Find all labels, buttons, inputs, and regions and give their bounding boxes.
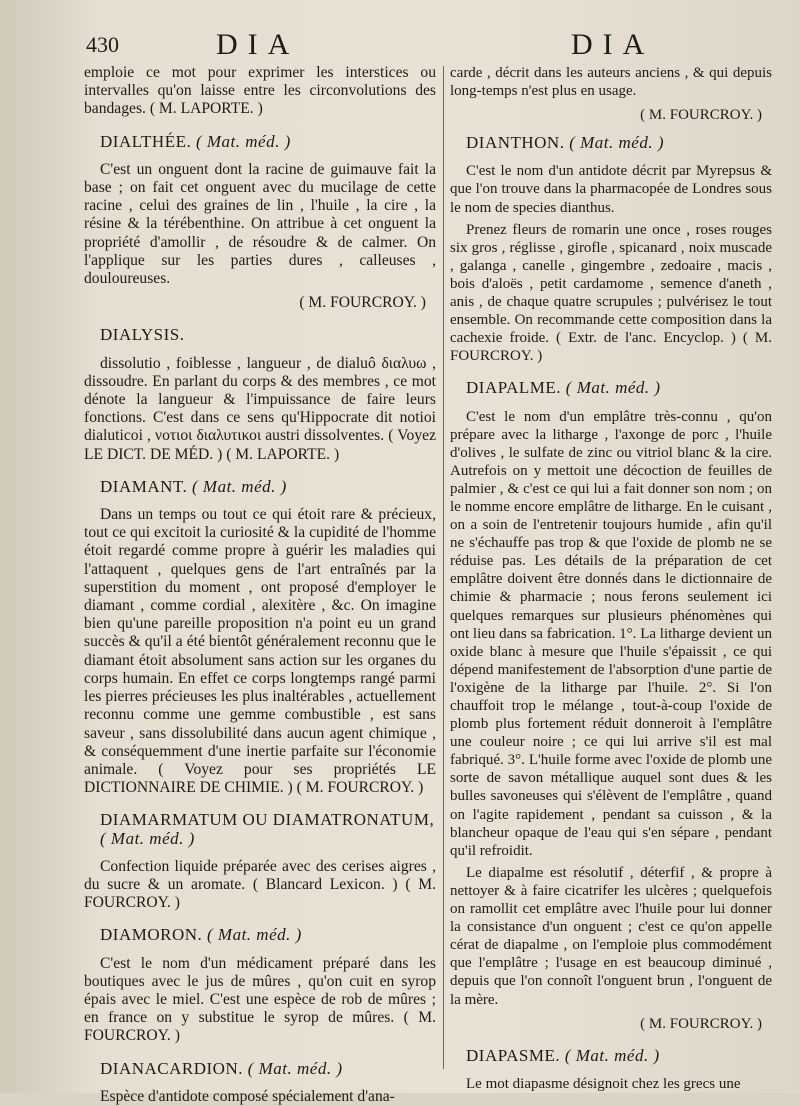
page-number: 430 — [86, 32, 119, 57]
entry-heading-dialysis — [100, 326, 436, 344]
entry-paragraph: Le mot diapasme désignoit chez les grecs une — [466, 1075, 741, 1092]
entry-heading-diamarmatum — [100, 811, 436, 847]
right-column — [450, 64, 772, 1092]
entry-heading-diamant — [100, 478, 436, 496]
entry-paragraph: C'est le nom d'un emplâtre très-connu , qu'on prépare avec la litharge , l'axonge de porc , l'huile d'olives , le sulfate de zinc ou vitriol blanc & la cire. Autrefois on y mettoit une décoction de feuilles de palmier , & c'est ce qui lui a fait donner son nom ; on le nomme encore emplâtre de litharge. En le cuisant , on a soin de l'entretenir toujours humide , afin qu'il ne s'échauffe pas trop & que l'oxide de plomb ne se réduise pas. Les détails de la préparation de cet emplâtre doivent être donnés dans le dictionnaire de chimie & pharmacie ; nous ferons seulement ici quelques remarques sur plusieurs phénomènes qui ont lieu dans sa fabrication. 1°. La litharge devient un oxide blanc à mesure que l'huile s'épaissit , ce qui dépend manifestement de l'absorption d'une partie de l'oxigène de la litharge par l'huile. 2°. Si l'on chauffoit trop le mélange , tout-à-coup l'oxide de plomb plus fortement réduit donneroit à l'emplâtre une couleur noire ; ce qui lui arrive s'il est mal fabriqué. 3°. L'huile forme avec l'oxide de plomb une sorte de savon métallique auquel sont dues & les bulles savoneuses qui s'élèvent de l'emplâtre , quand on l'agite rapidement , pendant sa cuisson , & la blancheur opaque de l'eau qui s'en sépare , pendant qu'il refroidit. — [450, 408, 772, 859]
entry-heading-diamoron — [100, 926, 436, 944]
entry-signature: ( M. FOURCROY. ) — [299, 294, 426, 312]
entry-paragraph: C'est le nom d'un antidote décrit par Myrepsus & que l'on trouve dans la pharmacopée de Londres sous le nom de species dianthus. — [450, 163, 772, 216]
entry-term: DIAMANT. — [100, 476, 188, 496]
continuation-signature: ( M. FOURCROY. ) — [640, 107, 762, 124]
entry-category: ( Mat. méd. ) — [207, 925, 302, 945]
entry-category: ( Mat. méd. ) — [195, 131, 291, 151]
entry-paragraph: Espèce d'antidote composé spécialement d'ana- — [100, 1087, 395, 1105]
entry-paragraph: C'est le nom d'un médicament préparé dans les boutiques avec le jus de mûres , qu'on cuit en syrop épais avec le miel. C'est une espèce de rob de mûres ; en france on y substitue le syrop de mûres. ( M. FOURCROY. ) — [84, 954, 436, 1045]
entry-heading-dianacardion — [100, 1060, 436, 1078]
entry-category: ( Mat. méd. ) — [247, 1058, 343, 1078]
entry-category: ( Mat. méd. ) — [192, 476, 287, 496]
entry-paragraph: Confection liquide préparée avec des cerises aigres , du sucre & un aromate. ( Blancard Lexicon. ) ( M. FOURCROY. ) — [84, 857, 436, 912]
entry-category: ( Mat. méd. ) — [569, 133, 664, 153]
continuation-text: emploie ce mot pour exprimer les interstices ou intervalles qu'on laisse entre les circonvolutions des bandages. ( M. LAPORTE. ) — [84, 64, 436, 118]
entry-category: ( Mat. méd. ) — [100, 828, 195, 848]
entry-paragraph: Dans un temps ou tout ce qui étoit rare & précieux, tout ce qui excitoit la curiosité & la cupidité de l'homme étoit regardé comme propre à guérir les maladies qui l'attaquent , quelques gens de l'art entraînés par la superstition du moment , ont proposé d'employer le diamant , comme cordial , alexitère , &c. On imagine bien qu'une pareille proposition n'a point eu un grand succès & qu'il a été bientôt généralement reconnu que le diamant étoit absolument sans action sur les organes du corps humain. En effet ce corps longtemps rangé parmi les pierres précieuses les plus inaltérables , actuellement reconnu comme une gemme combustible , est sans saveur , sans dissolubilité dans aucun agent chimique , & conséquemment d'une inertie parfaite sur l'économie animale. ( Voyez pour ses propriétés LE DICTIONNAIRE DE CHIMIE. ) ( M. FOURCROY. ) — [84, 506, 436, 797]
entry-term: DIAPASME. — [466, 1045, 561, 1065]
entry-term: DIAMARMATUM OU DIAMATRONATUM, — [100, 810, 435, 830]
entry-heading-diapalme — [466, 379, 772, 397]
continuation-text: carde , décrit dans les auteurs anciens , & qui depuis long-temps n'est plus en usage. — [450, 65, 772, 100]
entry-heading-dianthon — [466, 134, 772, 152]
running-head-left: DIA — [216, 28, 300, 61]
entry-signature: ( M. FOURCROY. ) — [640, 1015, 762, 1032]
entry-term: DIAMORON. — [100, 925, 203, 945]
entry-paragraph: dissolutio , foiblesse , langueur , de dialuô διαλυω , dissoudre. En parlant du corps & des membres , ce mot dénote la langueur & l'impuissance de faire leurs fonctions. C'est dans ce sens qu'Hippocrate dit notioi dialuticoi , νοτιοι διαλυτικοι austri dissolventes. ( Voyez LE DICT. DE MÉD. ) ( M. LAPORTE. ) — [84, 354, 436, 463]
entry-term: DIALTHÉE. — [100, 131, 192, 151]
entry-category: ( Mat. méd. ) — [565, 378, 661, 398]
entry-term: DIANTHON. — [466, 133, 565, 153]
entry-term: DIAPALME. — [466, 378, 562, 398]
entry-paragraph: Prenez fleurs de romarin une once , roses rouges six gros , réglisse , girofle , spicanard , noix muscade , galanga , canelle , gingembre , zedoaire , macis , bois d'aloës , petit cardamome , semence d'aneth , anis , de chaque quatre scrupules ; pulvérisez le tout ensemble. On recommande cette composition dans la cachexie froide. ( Extr. de l'anc. Encyclop. ) ( M. FOURCROY. ) — [450, 221, 772, 365]
entry-heading-diapasme — [466, 1047, 772, 1065]
entry-term: DIANACARDION. — [100, 1058, 243, 1078]
entry-paragraph: C'est un onguent dont la racine de guimauve fait la base ; on fait cet onguent avec du mucilage de cette racine , celui des graines de lin , l'huile , la cire , la résine & la térébenthine. On attribue à cet onguent la propriété d'amollir , de résoudre & de calmer. On l'applique sur les parties dures , calleuses , douloureuses. — [84, 160, 436, 288]
entry-heading-dialthee — [100, 133, 436, 151]
entry-paragraph: Le diapalme est résolutif , déterfif , & propre à nettoyer & à faire cicatrifer les ulcères ; quelquefois on ramollit cet emplâtre avec l'huile pour lui donner la consistance d'un onguent ; c'est ce qu'on appelle cérat de diapalme , on l'emploie plus commodément que l'emplâtre ; l'usage en est beaucoup diminué , depuis que l'on connoît l'onguent brun , l'onguent de la mère. — [450, 864, 772, 1008]
entry-term: DIALYSIS. — [100, 325, 185, 345]
running-head-right: DIA — [571, 28, 655, 61]
column-divider — [443, 66, 444, 1069]
left-column — [84, 64, 436, 1105]
entry-category: ( Mat. méd. ) — [564, 1045, 660, 1065]
running-header — [86, 28, 770, 64]
